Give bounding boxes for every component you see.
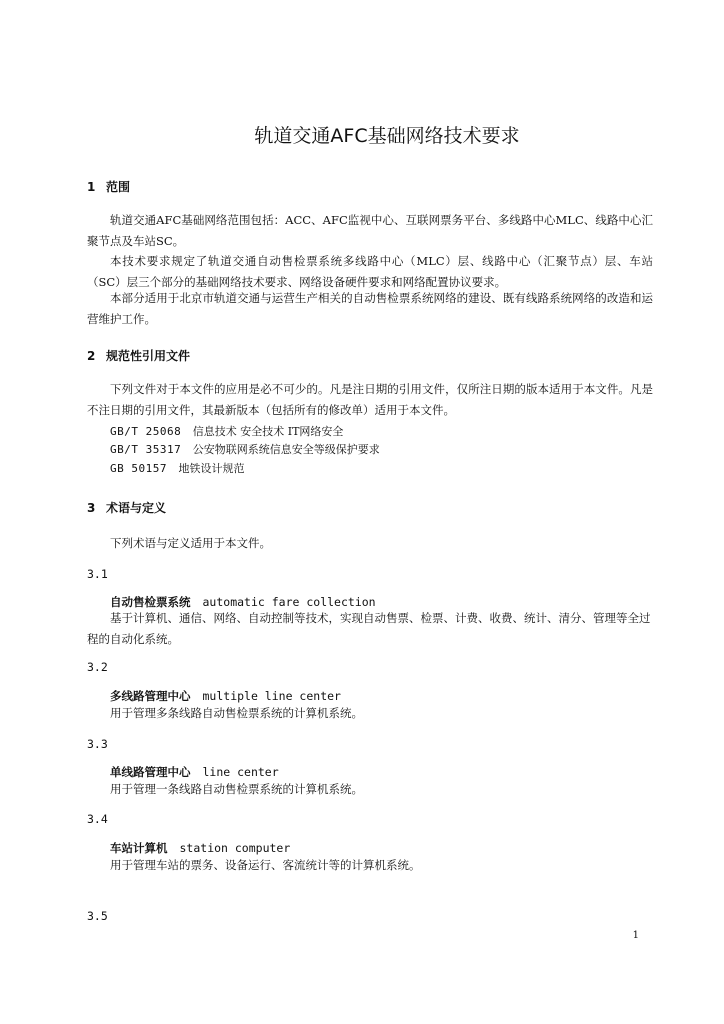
reference-code: GB 50157	[110, 462, 167, 475]
page-number: 1	[632, 930, 639, 941]
term-definition: 用于管理多条线路自动售检票系统的计算机系统。	[110, 706, 363, 720]
term-definition: 基于计算机、通信、网络、自动控制等技术，实现自动售票、检票、计费、收费、统计、清分、管理等全过程的自动化系统。	[87, 611, 651, 646]
term-english: multiple line center	[202, 689, 341, 703]
term-definition: 用于管理车站的票务、设备运行、客流统计等的计算机系统。	[110, 858, 421, 872]
term-definition: 用于管理一条线路自动售检票系统的计算机系统。	[110, 782, 363, 796]
term-english: automatic fare collection	[202, 595, 376, 609]
reference-item	[110, 423, 343, 439]
term-english: station computer	[179, 841, 291, 855]
term-number: 3.2	[87, 660, 108, 674]
term-chinese: 单线路管理中心	[110, 765, 191, 779]
term-number: 3.1	[87, 567, 108, 581]
section-title: 规范性引用文件	[106, 349, 191, 363]
reference-code: GB/T 25068	[110, 425, 182, 438]
section-title: 范围	[106, 180, 131, 194]
paragraph: 轨道交通AFC基础网络范围包括：ACC、AFC监视中心、互联网票务平台、多线路中心MLC、线路中心汇聚节点及车站SC。	[87, 213, 653, 248]
paragraph: 下列文件对于本文件的应用是必不可少的。凡是注日期的引用文件，仅所注日期的版本适用于本文件。凡是不注日期的引用文件，其最新版本（包括所有的修改单）适用于本文件。	[87, 382, 653, 417]
term-number: 3.5	[87, 909, 108, 923]
term-heading	[110, 764, 279, 780]
reference-title: 信息技术 安全技术 IT网络安全	[192, 425, 344, 438]
reference-title: 地铁设计规范	[178, 462, 245, 475]
section-number: 2	[87, 349, 96, 363]
reference-item	[110, 441, 380, 457]
term-heading	[110, 840, 290, 856]
term-chinese: 自动售检票系统	[110, 595, 191, 609]
reference-code: GB/T 35317	[110, 443, 182, 456]
reference-title: 公安物联网系统信息安全等级保护要求	[192, 443, 380, 456]
term-chinese: 车站计算机	[110, 841, 168, 855]
term-number: 3.3	[87, 737, 108, 751]
document-title: 轨道交通AFC基础网络技术要求	[254, 125, 520, 147]
paragraph: 本部分适用于北京市轨道交通与运营生产相关的自动售检票系统网络的建设、既有线路系统网络的改造和运营维护工作。	[87, 291, 653, 326]
term-number: 3.4	[87, 812, 108, 826]
term-english: line center	[202, 765, 279, 779]
reference-item	[110, 460, 244, 476]
paragraph: 本技术要求规定了轨道交通自动售检票系统多线路中心（MLC）层、线路中心（汇聚节点）层、车站（SC）层三个部分的基础网络技术要求、网络设备硬件要求和网络配置协议要求。	[87, 254, 653, 289]
section-title: 术语与定义	[106, 501, 167, 515]
term-heading	[110, 688, 341, 704]
section-number: 1	[87, 180, 96, 194]
section-2-heading	[87, 347, 190, 364]
section-1-heading	[87, 178, 130, 195]
paragraph: 下列术语与定义适用于本文件。	[110, 536, 271, 550]
section-number: 3	[87, 501, 96, 515]
section-3-heading	[87, 499, 166, 516]
term-chinese: 多线路管理中心	[110, 689, 191, 703]
